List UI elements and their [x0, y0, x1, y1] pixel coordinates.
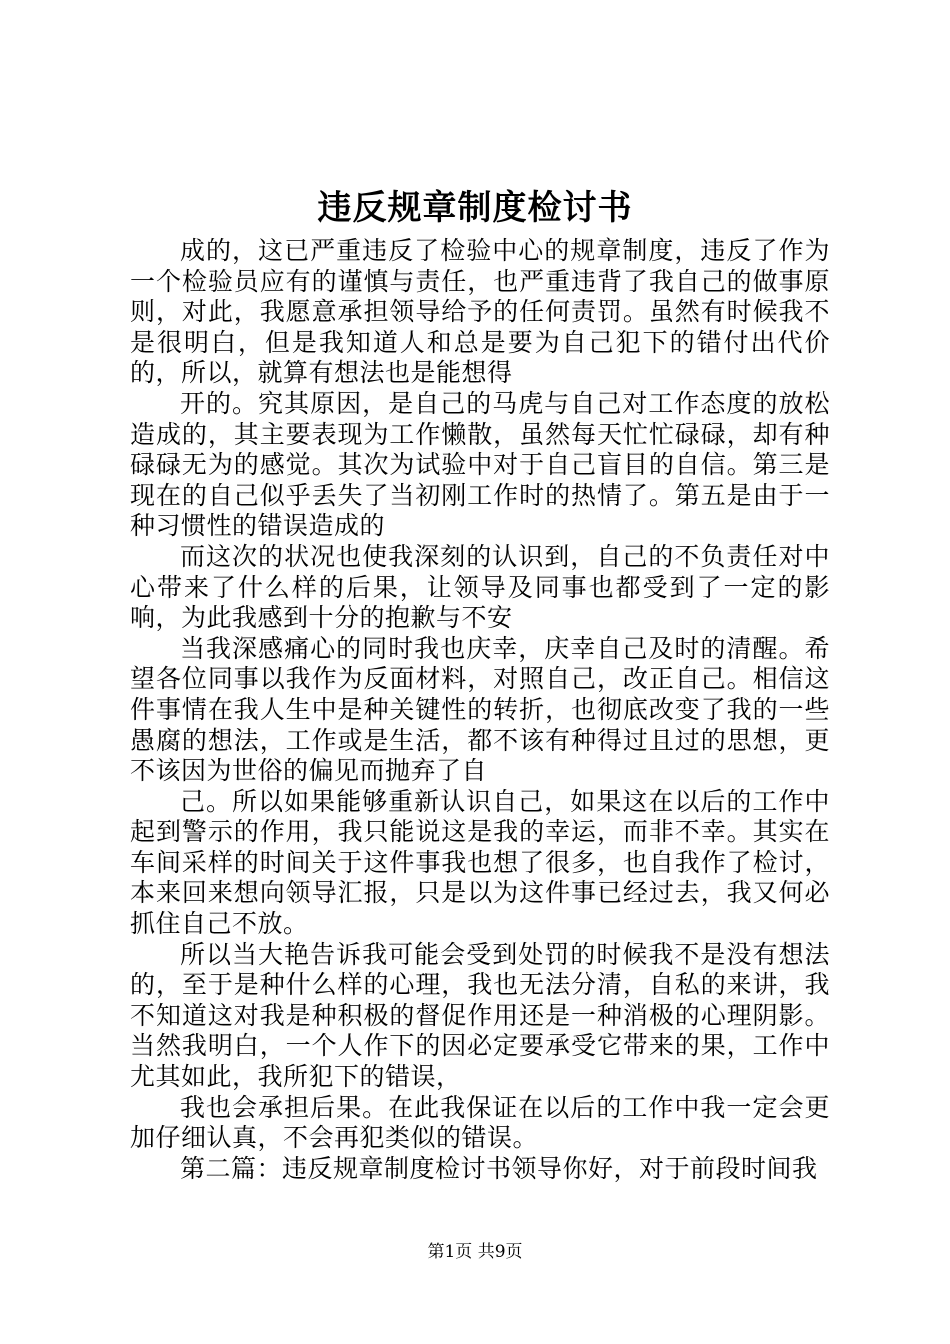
paragraph: 第二篇：违反规章制度检讨书领导你好，对于前段时间我	[180, 1153, 818, 1183]
paragraph: 所以当大艳告诉我可能会受到处罚的时候我不是没有想法的，至于是种什么样的心理，我也无法分清，自私的来讲，我不知道这对我是种积极的督促作用还是一种消极的心理阴影。当然我明白，一个人作下的因必定要承受它带来的果，工作中尤其如此，我所犯下的错误，	[130, 939, 830, 1092]
paragraph: 当我深感痛心的同时我也庆幸，庆幸自己及时的清醒。希望各位同事以我作为反面材料，对照自己，改正自己。相信这件事情在我人生中是种关键性的转折，也彻底改变了我的一些愚腐的想法，工作或是生活，都不该有种得过且过的思想，更不该因为世俗的偏见而抛弃了自	[130, 633, 830, 786]
document-title: 违反规章制度检讨书	[317, 188, 633, 228]
paragraph: 我也会承担后果。在此我保证在以后的工作中我一定会更加仔细认真，不会再犯类似的错误。	[130, 1092, 830, 1153]
page-number-footer: 第1页 共9页	[427, 1242, 523, 1262]
paragraph: 而这次的状况也使我深刻的认识到，自己的不负责任对中心带来了什么样的后果，让领导及同事也都受到了一定的影响，为此我感到十分的抱歉与不安	[130, 541, 830, 633]
paragraph: 开的。究其原因，是自己的马虎与自己对工作态度的放松造成的，其主要表现为工作懒散，虽然每天忙忙碌碌，却有种碌碌无为的感觉。其次为试验中对于自己盲目的自信。第三是现在的自己似乎丢失了当初刚工作时的热情了。第五是由于一种习惯性的错误造成的	[130, 388, 830, 541]
paragraph: 成的，这已严重违反了检验中心的规章制度，违反了作为一个检验员应有的谨慎与责任，也严重违背了我自己的做事原则，对此，我愿意承担领导给予的任何责罚。虽然有时候我不是很明白，但是我知道人和总是要为自己犯下的错付出代价的，所以，就算有想法也是能想得	[130, 236, 830, 388]
document-body	[130, 236, 830, 1184]
paragraph: 己。所以如果能够重新认识自己，如果这在以后的工作中起到警示的作用，我只能说这是我的幸运，而非不幸。其实在车间采样的时间关于这件事我也想了很多，也自我作了检讨，本来回来想向领导汇报，只是以为这件事已经过去，我又何必抓住自己不放。	[130, 786, 830, 939]
